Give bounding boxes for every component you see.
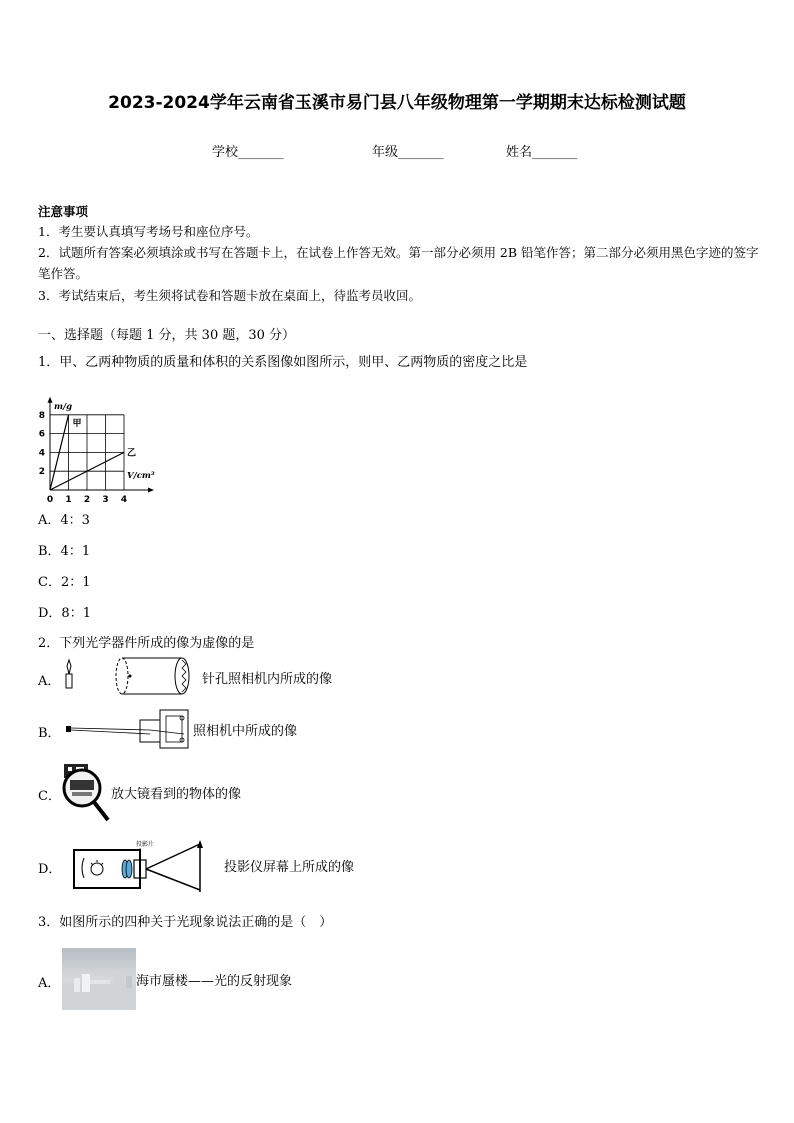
x-axis-label: V/cm³ [127,471,155,481]
notes-heading: 注意事项 [38,204,89,219]
q1-option-b: B．4：1 [38,544,91,559]
section-heading: 一、选择题（每题 1 分，共 30 题，30 分） [38,328,296,343]
question-1-stem: 1．甲、乙两种物质的质量和体积的关系图像如图所示，则甲、乙两物质的密度之比是 [38,355,528,370]
question-2-stem: 2．下列光学器件所成的像为虚像的是 [38,636,255,651]
series-label: 乙 [127,448,137,459]
q2-option-c-text: 放大镜看到的物体的像 [111,787,242,802]
x-tick-label: 4 [120,495,128,505]
x-tick-label: 0 [46,495,54,505]
x-tick-label: 2 [83,495,91,505]
projector-figure [70,836,210,894]
y-axis-arrow [48,397,53,403]
q2-option-a-label: A． [38,674,61,689]
q2-option-d-text: 投影仪屏幕上所成的像 [224,860,355,875]
q1-option-a: A．4：3 [38,513,90,528]
note-item-1: 1．考生要认真填写考场号和座位序号。 [38,224,259,239]
note-item-3: 3．考试结束后，考生须将试卷和答题卡放在桌面上，待监考员收回。 [38,288,421,303]
grade-field: 年级_______ [372,145,444,160]
projector-slide-label: 投影片 [136,841,155,848]
q3-option-a-text: 海市蜃楼——光的反射现象 [136,974,293,989]
x-tick-label: 1 [65,495,72,505]
q1-option-d: D．8：1 [38,606,91,621]
q2-option-a-text: 针孔照相机内所成的像 [202,672,333,687]
q2-option-b-label: B． [38,726,61,741]
y-tick-label: 6 [38,429,45,440]
mass-volume-chart [34,384,164,505]
series-label: 甲 [72,418,82,429]
q2-option-c-label: C． [38,789,61,804]
x-tick-label: 3 [102,495,109,505]
y-tick-label: 8 [38,410,45,421]
question-3-stem: 3．如图所示的四种关于光现象说法正确的是（ ） [38,915,333,930]
page-title: 2023-2024学年云南省玉溪市易门县八年级物理第一学期期末达标检测试题 [108,93,686,113]
note-item-2: 2．试题所有答案必须填涂或书写在答题卡上，在试卷上作答无效。第一部分必须用 2B 铅笔作答；第二部分必须用黑色字迹的签字笔作答。 [38,245,759,281]
mirage-photo [62,948,136,1010]
y-axis-label: m/g [54,401,73,412]
q2-option-d-label: D． [38,862,62,877]
x-axis-arrow [148,488,154,493]
pinhole-camera-figure [60,656,202,698]
school-field: 学校_______ [212,145,284,160]
q1-option-c: C．2：1 [38,575,91,590]
magnifier-figure [58,760,112,824]
name-field: 姓名_______ [506,145,578,160]
camera-figure [62,704,192,750]
q2-option-b-text: 照相机中所成的像 [193,724,298,739]
q3-option-a-label: A． [38,976,61,991]
y-tick-label: 2 [38,467,45,478]
y-tick-label: 4 [38,448,45,459]
